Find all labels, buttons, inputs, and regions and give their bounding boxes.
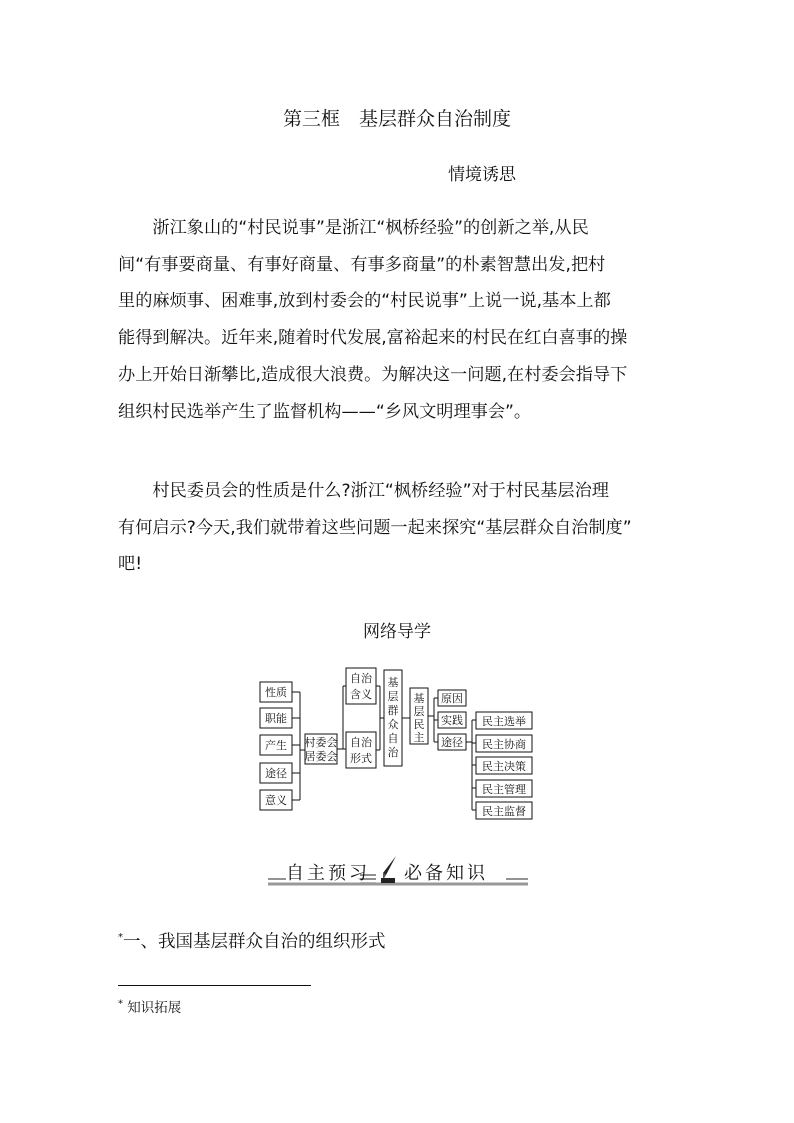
diagram-label: 途径 — [265, 767, 287, 780]
footnote-marker: * — [118, 998, 123, 1010]
footnote-text: 知识拓展 — [127, 1000, 182, 1016]
paragraph-line: 有何启示?今天,我们就带着这些问题一起来探究“基层群众自治制度” — [118, 517, 632, 538]
diagram-label: 村委会 — [304, 736, 338, 749]
banner-left-text: 自主预习 — [286, 863, 370, 884]
paragraph-line: 办上开始日渐攀比,造成很大浪费。为解决这一问题,在村委会指导下 — [118, 364, 628, 385]
page-title: 第三框 基层群众自治制度 — [282, 108, 511, 130]
diagram-label: 众 — [387, 718, 399, 731]
diagram-label: 形式 — [350, 752, 372, 765]
diagram-label: 基 — [387, 676, 399, 689]
paragraph-line: 组织村民选举产生了监督机构——“乡风文明理事会”。 — [118, 401, 532, 422]
diagram-label: 途径 — [441, 736, 463, 749]
paragraph-line: 能得到解决。近年来,随着时代发展,富裕起来的村民在红白喜事的操 — [118, 328, 628, 349]
diagram-label: 民主监督 — [482, 805, 526, 818]
paragraph-line: 村民委员会的性质是什么?浙江“枫桥经验”对于村民基层治理 — [118, 481, 609, 501]
diagram-label: 治 — [387, 746, 399, 759]
question-paragraph — [118, 473, 680, 583]
diagram-label: 层 — [387, 690, 399, 703]
banner-right-text: 必备知识 — [404, 863, 488, 884]
diagram-label: 意义 — [265, 794, 287, 807]
diagram-label: 自治 — [350, 736, 372, 749]
section-heading — [118, 928, 386, 953]
section-banner — [268, 855, 528, 889]
diagram-label: 群 — [387, 704, 399, 717]
diagram-label: 原因 — [441, 692, 463, 705]
footnote — [118, 996, 181, 1016]
diagram-label: 主 — [413, 731, 425, 744]
paragraph-line: 里的麻烦事、困难事,放到村委会的“村民说事”上说一说,基本上都 — [118, 291, 611, 312]
concept-map — [250, 662, 550, 828]
diagram-label: 自 — [387, 732, 399, 745]
diagram-label: 民主管理 — [482, 783, 526, 796]
diagram-label: 民 — [413, 718, 425, 731]
pen-icon — [379, 855, 399, 885]
diagram-label: 性质 — [265, 686, 287, 699]
paragraph-line: 间“有事要商量、有事好商量、有事多商量”的朴素智慧出发,把村 — [118, 254, 606, 275]
network-guide-title: 网络导学 — [363, 622, 431, 642]
diagram-label: 自治 — [350, 672, 372, 685]
diagram-label: 基 — [413, 692, 425, 705]
paragraph-line: 浙江象山的“村民说事”是浙江“枫桥经验”的创新之举,从民 — [118, 218, 589, 238]
diagram-label: 产生 — [265, 739, 287, 752]
section-heading-text: 一、我国基层群众自治的组织形式 — [123, 932, 386, 952]
diagram-label: 民主决策 — [482, 760, 526, 773]
diagram-label: 居委会 — [304, 750, 338, 763]
diagram-label: 民主选举 — [482, 715, 526, 728]
intro-paragraph — [118, 210, 680, 430]
paragraph-line: 吧! — [118, 554, 143, 575]
diagram-label: 含义 — [350, 688, 372, 701]
footnote-marker: * — [118, 932, 123, 944]
diagram-label: 民主协商 — [482, 738, 526, 751]
footnote-divider — [118, 985, 311, 986]
diagram-label: 职能 — [265, 712, 287, 725]
diagram-label: 实践 — [441, 714, 463, 727]
diagram-label: 层 — [413, 705, 425, 718]
section-subtitle: 情境诱思 — [448, 165, 516, 185]
